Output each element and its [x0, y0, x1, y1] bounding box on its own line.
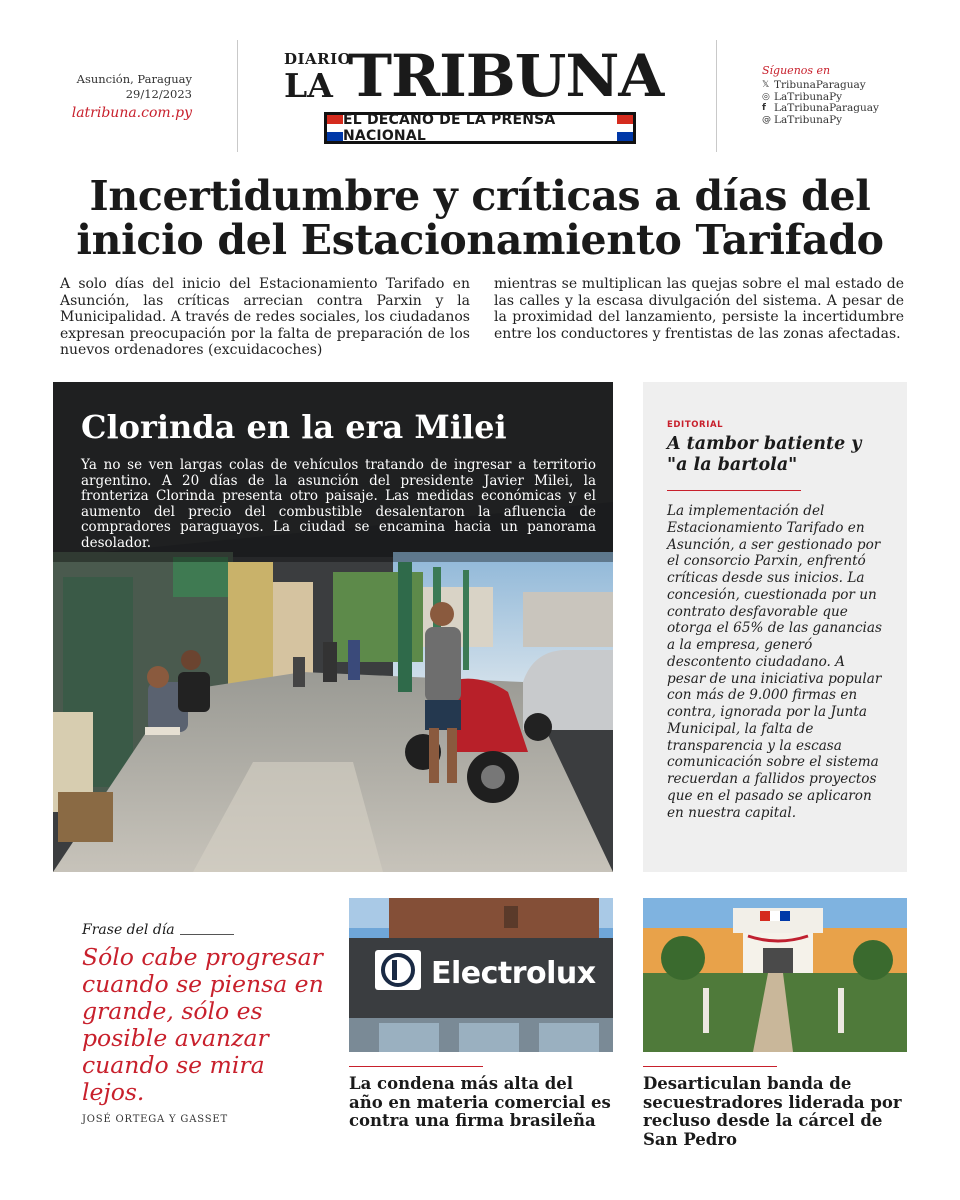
logo-tagline-banner: [324, 112, 636, 144]
flag-stripe-left-icon: [327, 115, 343, 141]
social-link-facebook[interactable]: [762, 103, 932, 115]
main-headline[interactable]: Incertidumbre y críticas a días del inicio del Estacionamiento Tarifado: [76, 172, 884, 264]
prison-building-image: [643, 898, 907, 1052]
social-links: [762, 64, 932, 126]
electrolux-sign-text: Electrolux: [431, 956, 596, 991]
logo-diario: DIARIO: [284, 50, 352, 68]
story-photo-prison[interactable]: [643, 898, 907, 1052]
editorial-title[interactable]: A tambor batiente y "a la bartola": [667, 434, 862, 475]
follow-label: Síguenos en: [762, 64, 831, 77]
lead-paragraph-left: A solo días del inicio del Estacionamiento Tarifado en Asunción, las críticas arrecian contra Parxin y la Municipalidad. A través de redes sociales, los ciudadanos expresan preocupación por la falta de preparación de los nuevos ordenadores (excuidacoches): [60, 276, 470, 359]
social-handle: LaTribunaParaguay: [774, 102, 879, 114]
quote-text: Sólo cabe progresar cuando se piensa en grande, sólo es posible avanzar cuando se mira lejos.: [82, 943, 324, 1106]
feature-summary: Ya no se ven largas colas de vehículos tratando de ingresar a territorio argentino. A 20 días de la asunción del presidente Javier Milei, la fronteriza Clorinda presenta otro paisaje. Las medidas económicas y el aumento del precio del combustible desalentaron la afluencia de compradores paraguayos. La ciudad se encamina hacia un panorama desolador.: [81, 457, 596, 551]
logo-tagline: EL DECANO DE LA PRENSA NACIONAL: [343, 115, 617, 141]
story-title-condena[interactable]: La condena más alta del año en materia comercial es contra una firma brasileña: [349, 1074, 611, 1130]
masthead-site-link[interactable]: latribuna.com.py: [71, 105, 192, 121]
quote-label-row: [82, 922, 332, 938]
flag-stripe-right-icon: [617, 115, 633, 141]
quote-of-the-day: [82, 922, 332, 1125]
x-icon: 𝕏: [762, 80, 770, 90]
masthead-date: 29/12/2023: [125, 87, 192, 101]
social-link-x[interactable]: [762, 80, 932, 92]
newspaper-logo[interactable]: [280, 42, 680, 148]
editorial-body: La implementación del Estacionamiento Tarifado en Asunción, a ser gestionado por el consorcio Parxin, enfrentó críticas desde sus inicios. La concesión, cuestionada por un contrato desfavorable que otorga el 65% de las ganancias a la empresa, generó descontento ciudadano. A pesar de una iniciativa popular con más de 9.000 firmas en contra, ignorada por la Junta Municipal, la falta de transparencia y la escasa comunicación sobre el sistema recuerdan a fallidos proyectos que en el pasado se aplicaron en nuestra capital.: [667, 503, 882, 821]
feature-story[interactable]: [53, 382, 613, 872]
logo-la: LA: [284, 66, 333, 105]
instagram-icon: ◎: [762, 91, 770, 102]
social-link-threads[interactable]: [762, 115, 932, 127]
story-divider: [349, 1066, 483, 1067]
masthead-divider-right: [716, 40, 717, 152]
masthead-dateline: [60, 72, 192, 124]
social-handle: LaTribunaPy: [774, 90, 843, 103]
social-handle: TribunaParaguay: [774, 79, 866, 91]
editorial-box[interactable]: [643, 382, 907, 872]
editorial-divider: [667, 490, 801, 491]
threads-icon: @: [762, 114, 771, 125]
social-handle: LaTribunaPy: [774, 113, 843, 126]
editorial-kicker: EDITORIAL: [667, 420, 724, 430]
quote-label-rule: [180, 934, 234, 935]
facebook-icon: f: [762, 103, 766, 113]
feature-title[interactable]: Clorinda en la era Milei: [81, 408, 507, 446]
story-title-secuestradores[interactable]: Desarticulan banda de secuestradores liderada por recluso desde la cárcel de San Pedro: [643, 1074, 902, 1149]
feature-photo-street: [53, 382, 613, 872]
masthead-place: Asunción, Paraguay: [76, 72, 192, 86]
lead-paragraph-right: mientras se multiplican las quejas sobre el mal estado de las calles y la escasa divulgación del sistema. A pesar de la proximidad del lanzamiento, persiste la incertidumbre entre los conductores y frentistas de las zonas afectadas.: [494, 276, 904, 342]
logo-tribuna: TRIBUNA: [348, 42, 664, 110]
story-photo-electrolux[interactable]: [349, 898, 613, 1052]
quote-author: JOSÉ ORTEGA Y GASSET: [82, 1114, 228, 1125]
quote-label: Frase del día: [82, 922, 175, 938]
masthead-divider-left: [237, 40, 238, 152]
story-divider: [643, 1066, 777, 1067]
